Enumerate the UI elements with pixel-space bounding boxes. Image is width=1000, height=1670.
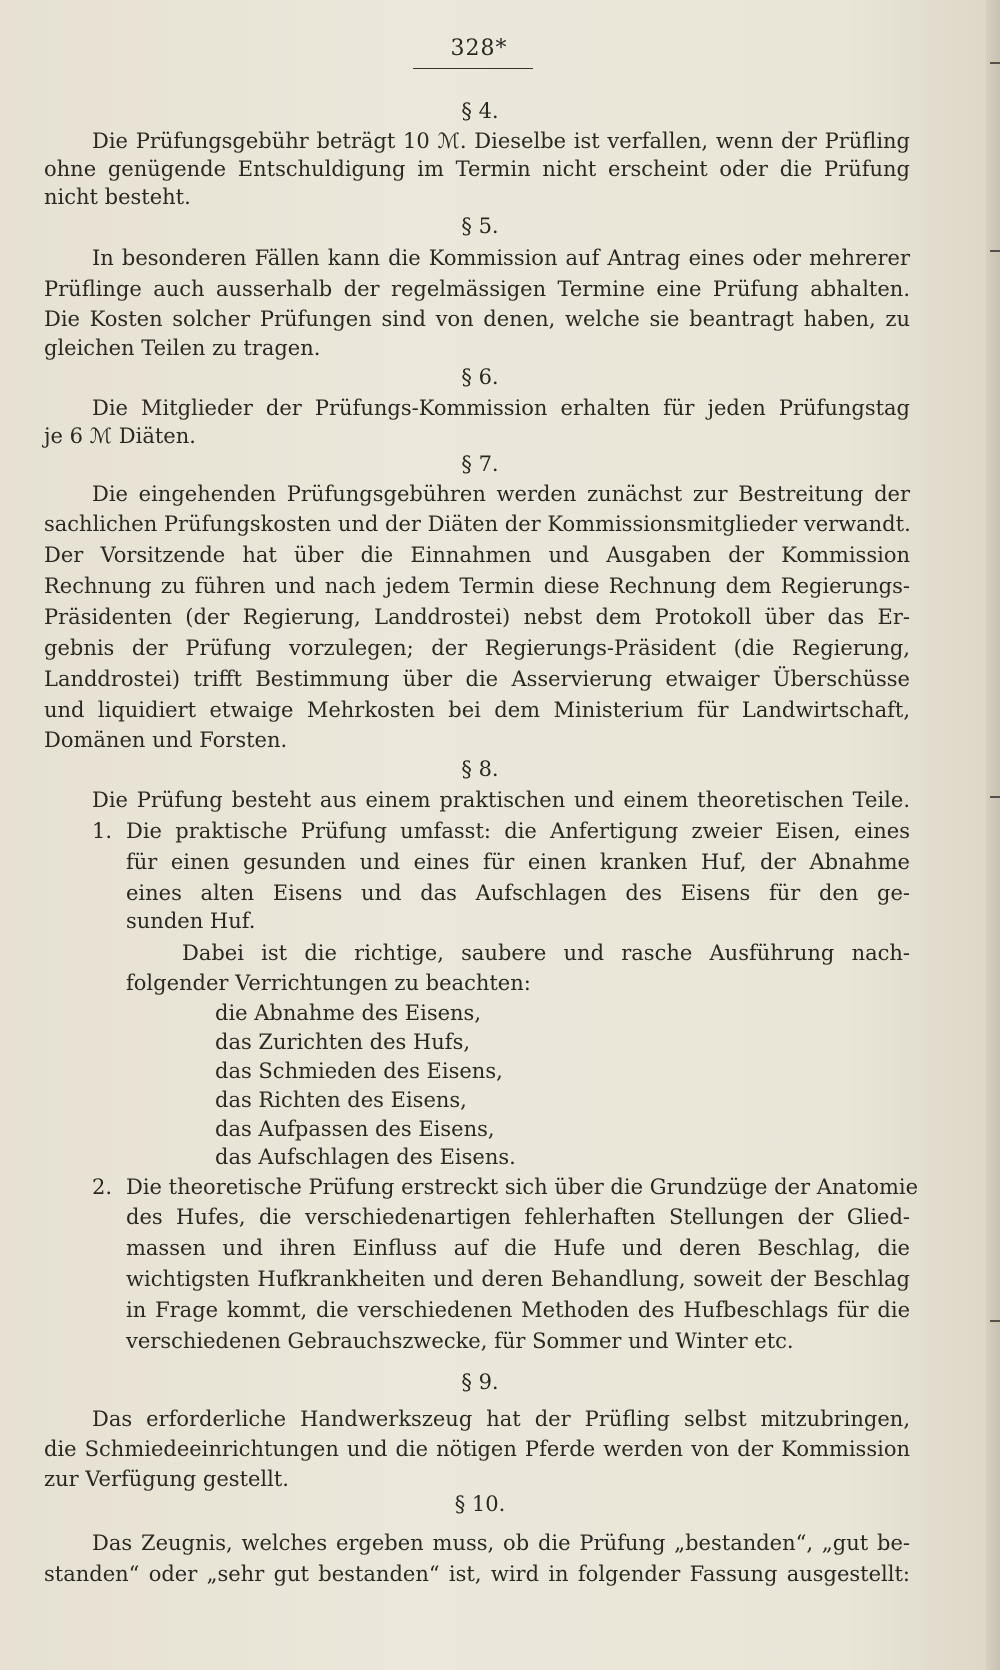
list-item-line: Die theoretische Prüfung erstreckt sich über die Grundzüge der Anatomie: [126, 1175, 919, 1199]
section-heading-8: § 8.: [461, 757, 499, 781]
list-item-number: 2.: [92, 1175, 113, 1199]
edge-mark: [990, 62, 1000, 64]
paragraph-line: zur Verfügung gestellt.: [44, 1467, 289, 1491]
paragraph-line: Die Mitglieder der Prüfungs-Kommission erhalten für jeden Prüfungstag: [92, 396, 910, 420]
paragraph-line: und liquidiert etwaige Mehrkosten bei dem Ministerium für Landwirtschaft,: [44, 698, 910, 722]
list-item-line: Dabei ist die richtige, saubere und rasche Ausführung nach-: [182, 941, 910, 965]
paragraph-line: Präsidenten (der Regierung, Landdrostei) nebst dem Protokoll über das Er-: [44, 605, 910, 629]
task-item: die Abnahme des Eisens,: [215, 1001, 482, 1025]
section-heading-4: § 4.: [461, 99, 499, 123]
header-rule: [413, 68, 533, 69]
paragraph-line: Rechnung zu führen und nach jedem Termin diese Rechnung dem Regierungs-: [44, 574, 910, 598]
paragraph-line: ohne genügende Entschuldigung im Termin nicht erscheint oder die Prüfung: [44, 157, 910, 181]
task-item: das Richten des Eisens,: [215, 1088, 467, 1112]
section-heading-5: § 5.: [461, 214, 499, 238]
section-heading-7: § 7.: [461, 452, 499, 476]
list-item-line: des Hufes, die verschiedenartigen fehlerhaften Stellungen der Glied-: [126, 1205, 910, 1229]
paragraph-line: je 6 ℳ Diäten.: [44, 424, 196, 448]
paragraph-line: Prüflinge auch ausserhalb der regelmässigen Termine eine Prüfung abhalten.: [44, 277, 910, 301]
paragraph-line: die Schmiedeeinrichtungen und die nötigen Pferde werden von der Kommission: [44, 1437, 910, 1461]
paragraph-line: Das erforderliche Handwerkszeug hat der Prüfling selbst mitzubringen,: [92, 1407, 910, 1431]
list-item-line: für einen gesunden und eines für einen kranken Huf, der Abnahme: [126, 850, 910, 874]
task-item: das Aufpassen des Eisens,: [215, 1117, 495, 1141]
edge-mark: [990, 250, 1000, 252]
list-item-line: folgender Verrichtungen zu beachten:: [126, 971, 531, 995]
list-item-line: verschiedenen Gebrauchszwecke, für Sommer und Winter etc.: [126, 1329, 794, 1353]
edge-mark: [990, 796, 1000, 798]
paragraph-line: Die Kosten solcher Prüfungen sind von denen, welche sie beantragt haben, zu: [44, 307, 910, 331]
section-heading-9: § 9.: [461, 1370, 499, 1394]
paragraph-line: gleichen Teilen zu tragen.: [44, 336, 321, 360]
list-item-number: 1.: [92, 819, 113, 843]
paragraph-line: Der Vorsitzende hat über die Einnahmen und Ausgaben der Kommission: [44, 543, 910, 567]
paragraph-line: Die Prüfung besteht aus einem praktischen und einem theoretischen Teile.: [92, 788, 910, 812]
paragraph-line: Die eingehenden Prüfungsgebühren werden zunächst zur Bestreitung der: [92, 482, 910, 506]
task-item: das Aufschlagen des Eisens.: [215, 1145, 516, 1169]
page-number: 328*: [450, 36, 508, 61]
list-item-line: in Frage kommt, die verschiedenen Methoden des Hufbeschlags für die: [126, 1298, 910, 1322]
paragraph-line: Domänen und Forsten.: [44, 728, 288, 752]
list-item-line: wichtigsten Hufkrankheiten und deren Behandlung, soweit der Beschlag: [126, 1267, 910, 1291]
task-item: das Schmieden des Eisens,: [215, 1059, 503, 1083]
section-heading-10: § 10.: [454, 1492, 506, 1516]
paragraph-line: Das Zeugnis, welches ergeben muss, ob die Prüfung „bestanden“, „gut be-: [92, 1531, 910, 1555]
paragraph-line: nicht besteht.: [44, 185, 191, 209]
section-heading-6: § 6.: [461, 365, 499, 389]
paragraph-line: sachlichen Prüfungskosten und der Diäten der Kommissionsmitglieder verwandt.: [44, 512, 911, 536]
list-item-line: eines alten Eisens und das Aufschlagen des Eisens für den ge-: [126, 881, 910, 905]
list-item-line: Die praktische Prüfung umfasst: die Anfertigung zweier Eisen, eines: [126, 819, 910, 843]
paragraph-line: Landdrostei) trifft Bestimmung über die Asservierung etwaiger Überschüsse: [44, 667, 910, 691]
paragraph-line: standen“ oder „sehr gut bestanden“ ist, wird in folgender Fassung ausgestellt:: [44, 1562, 910, 1586]
paragraph-line: In besonderen Fällen kann die Kommission auf Antrag eines oder mehrerer: [92, 246, 910, 270]
paragraph-line: gebnis der Prüfung vorzulegen; der Regierungs-Präsident (die Regierung,: [44, 636, 910, 660]
edge-mark: [990, 1320, 1000, 1322]
list-item-line: massen und ihren Einfluss auf die Hufe und deren Beschlag, die: [126, 1236, 910, 1260]
list-item-line: sunden Huf.: [126, 909, 256, 933]
task-item: das Zurichten des Hufs,: [215, 1030, 471, 1054]
paragraph-line: Die Prüfungsgebühr beträgt 10 ℳ. Dieselbe ist verfallen, wenn der Prüfling: [92, 129, 910, 153]
